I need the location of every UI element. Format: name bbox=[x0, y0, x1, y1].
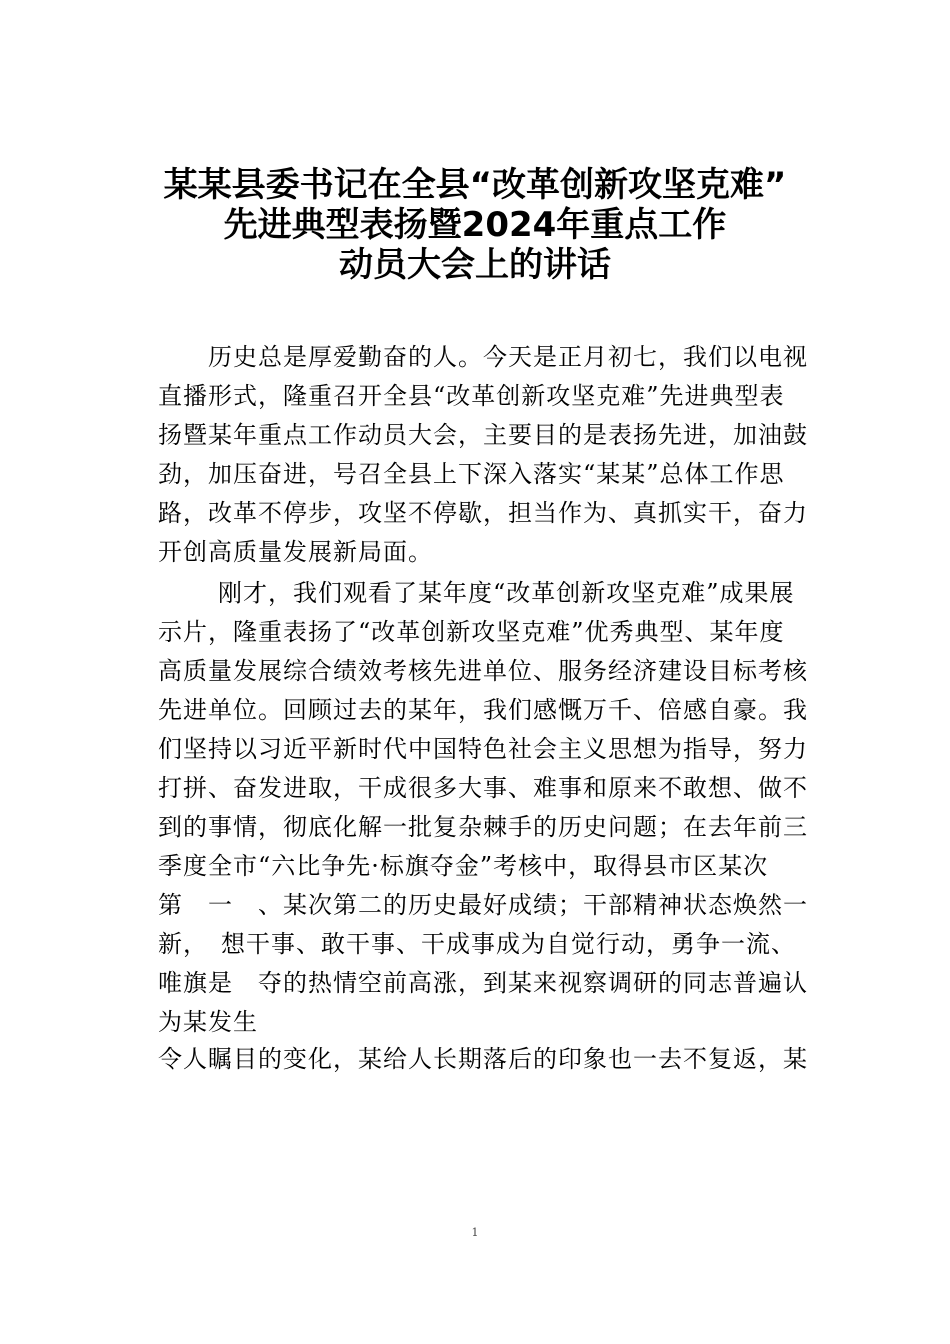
document-title-line-1: 某某县委书记在全县“改革创新攻坚克难” bbox=[163, 165, 787, 205]
body-line: 先进单位。回顾过去的某年，我们感慨万千、倍感自豪。我 bbox=[158, 696, 808, 724]
body-line: 们坚持以习近平新时代中国特色社会主义思想为指导，努力 bbox=[158, 735, 808, 763]
body-line: 唯旗是 夺的热情空前高涨，到某来视察调研的同志普遍认 bbox=[158, 969, 808, 997]
body-line: 新， 想干事、敢干事、干成事成为自觉行动，勇争一流、 bbox=[158, 930, 796, 958]
body-line: 开创高质量发展新局面。 bbox=[158, 538, 433, 566]
document-title-line-2: 先进典型表扬暨2024年重点工作 bbox=[223, 205, 727, 245]
body-line: 扬暨某年重点工作动员大会，主要目的是表扬先进，加油鼓 bbox=[158, 421, 808, 449]
body-line: 历史总是厚爱勤奋的人。今天是正月初七，我们以电视 bbox=[208, 343, 808, 371]
document-title-line-3: 动员大会上的讲话 bbox=[339, 245, 611, 285]
body-line: 季度全市“六比争先·标旗夺金”考核中，取得县市区某次 bbox=[158, 852, 769, 880]
body-line: 为某发生 bbox=[158, 1008, 258, 1036]
body-line: 到的事情，彻底化解一批复杂棘手的历史问题；在去年前三 bbox=[158, 813, 808, 841]
body-line: 劲，加压奋进，号召全县上下深入落实“某某”总体工作思 bbox=[158, 460, 785, 488]
page-number: 1 bbox=[471, 1226, 479, 1239]
body-line: 路，改革不停步，攻坚不停歇，担当作为、真抓实干，奋力 bbox=[158, 499, 808, 527]
body-line: 高质量发展综合绩效考核先进单位、服务经济建设目标考核 bbox=[158, 657, 808, 685]
body-line: 第 一 、某次第二的历史最好成绩；干部精神状态焕然一 bbox=[158, 891, 808, 919]
body-line: 直播形式，隆重召开全县“改革创新攻坚克难”先进典型表 bbox=[158, 382, 785, 410]
body-line: 刚才，我们观看了某年度“改革创新攻坚克难”成果展 bbox=[218, 579, 795, 607]
body-line: 令人瞩目的变化，某给人长期落后的印象也一去不复返，某 bbox=[158, 1045, 808, 1073]
body-line: 打拼、奋发进取，干成很多大事、难事和原来不敢想、做不 bbox=[158, 774, 808, 802]
body-line: 示片，隆重表扬了“改革创新攻坚克难”优秀典型、某年度 bbox=[158, 618, 785, 646]
